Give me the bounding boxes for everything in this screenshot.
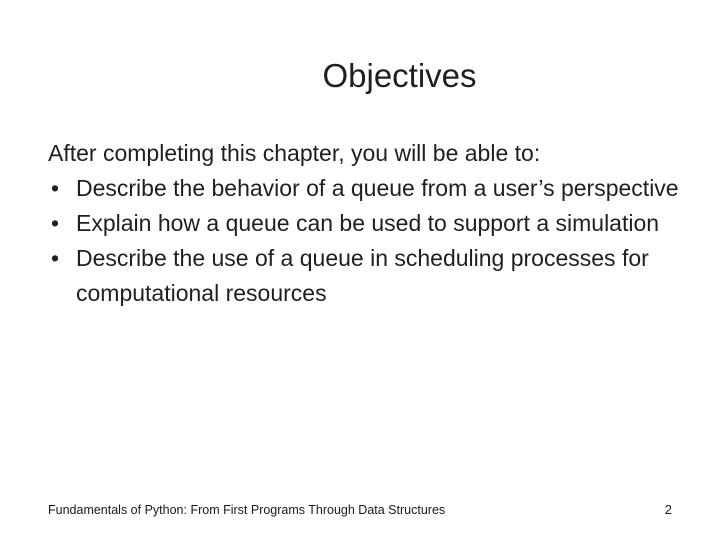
objective-item	[48, 206, 688, 241]
objective-text: Explain how a queue can be used to support a simulation	[76, 210, 660, 236]
objectives-list	[48, 171, 688, 311]
objective-text: Describe the use of a queue in scheduling processes for computational resources	[76, 245, 649, 306]
slide-body	[48, 136, 688, 311]
objective-text: Describe the behavior of a queue from a user’s perspective	[76, 175, 679, 201]
objective-item	[48, 241, 688, 311]
page-number: 2	[664, 502, 672, 517]
slide-footer: Fundamentals of Python: From First Programs Through Data Structures	[48, 503, 446, 517]
bullet-icon: •	[51, 175, 60, 201]
slide-title: Objectives	[322, 57, 477, 94]
bullet-icon: •	[51, 245, 60, 271]
bullet-icon: •	[51, 210, 60, 236]
intro-text: After completing this chapter, you will be able to:	[48, 140, 541, 166]
objective-item	[48, 171, 688, 206]
